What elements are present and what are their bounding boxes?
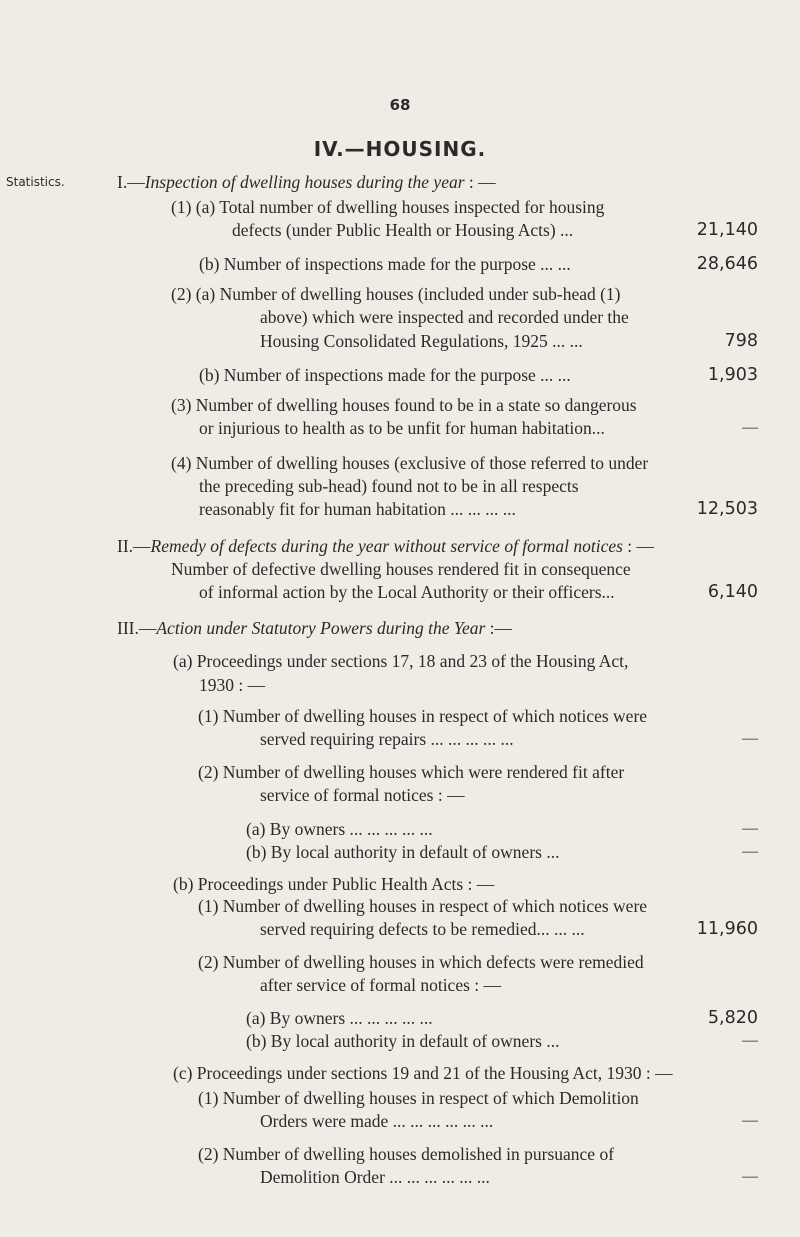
section-2-value: 6,140 <box>707 582 758 602</box>
item-1b-line: (b) Number of inspections made for the purpose ... ... <box>199 254 571 274</box>
item-3-value: — <box>742 419 758 436</box>
item-a2a-value: — <box>742 820 758 837</box>
item-c1-value: — <box>742 1112 758 1129</box>
item-4-value: 12,503 <box>696 499 758 519</box>
item-c1-line-2: Orders were made ... ... ... ... ... ... <box>260 1111 494 1131</box>
item-4-line-1: (4) Number of dwelling houses (exclusive of those referred to under <box>171 453 649 473</box>
item-c1-line-1: (1) Number of dwelling houses in respect of which Demolition <box>198 1088 639 1108</box>
item-b-line-1: (b) Proceedings under Public Health Acts : — <box>173 874 495 894</box>
item-2a-line-2: above) which were inspected and recorded under the <box>260 307 629 327</box>
section-2-heading <box>117 535 654 557</box>
section-3-number: III.— <box>117 618 157 638</box>
item-a-line-2: 1930 : — <box>199 675 266 695</box>
section-3-heading <box>117 617 512 639</box>
item-a2-line-2: service of formal notices : — <box>260 785 465 805</box>
page-number: 68 <box>389 96 411 114</box>
item-a2b-value: — <box>742 843 758 860</box>
item-2b-value: 1,903 <box>707 365 758 385</box>
item-4-line-3: reasonably fit for human habitation ... ... ... ... <box>199 499 516 519</box>
item-c2-line-1: (2) Number of dwelling houses demolished in pursuance of <box>198 1144 615 1164</box>
item-b1-line-1: (1) Number of dwelling houses in respect of which notices were <box>198 896 648 916</box>
item-a-line-1: (a) Proceedings under sections 17, 18 and 23 of the Housing Act, <box>173 651 629 671</box>
section-3-tail: :— <box>485 618 513 638</box>
section-1-number: I.— <box>117 172 145 192</box>
section-2-tail: : — <box>622 536 655 556</box>
item-a1-line-1: (1) Number of dwelling houses in respect of which notices were <box>198 706 648 726</box>
item-a1-line-2: served requiring repairs ... ... ... ... ... <box>260 729 514 749</box>
item-a2b-line: (b) By local authority in default of owners ... <box>246 842 560 862</box>
section-2-number: II.— <box>117 536 151 556</box>
item-b2a-value: 5,820 <box>707 1008 758 1028</box>
item-a1-value: — <box>742 730 758 747</box>
item-a2a-line: (a) By owners ... ... ... ... ... <box>246 819 433 839</box>
item-2a-line-1: (2) (a) Number of dwelling houses (included under sub-head (1) <box>171 284 621 304</box>
item-b2-line-2: after service of formal notices : — <box>260 975 502 995</box>
item-c-line-1: (c) Proceedings under sections 19 and 21 of the Housing Act, 1930 : — <box>173 1063 673 1083</box>
item-3-line-1: (3) Number of dwelling houses found to be in a state so dangerous <box>171 395 637 415</box>
item-b2b-line: (b) By local authority in default of owners ... <box>246 1031 560 1051</box>
section-3-title: Action under Statutory Powers during the Year <box>156 618 486 638</box>
item-2b-line: (b) Number of inspections made for the purpose ... ... <box>199 365 571 385</box>
item-1b-value: 28,646 <box>696 254 758 274</box>
item-b2-line-1: (2) Number of dwelling houses in which defects were remedied <box>198 952 644 972</box>
item-b2a-line: (a) By owners ... ... ... ... ... <box>246 1008 433 1028</box>
section-2-title: Remedy of defects during the year without service of formal notices <box>150 536 623 556</box>
item-c2-value: — <box>742 1168 758 1185</box>
item-b2b-value: — <box>742 1032 758 1049</box>
item-4-line-2: the preceding sub-head) found not to be in all respects <box>199 476 579 496</box>
item-b1-line-2: served requiring defects to be remedied... ... ... <box>260 919 585 939</box>
item-3-line-2: or injurious to health as to be unfit for human habitation... <box>199 418 605 438</box>
item-1a-line-2: defects (under Public Health or Housing Acts) ... <box>232 220 574 240</box>
item-1a-value: 21,140 <box>696 220 758 240</box>
margin-note: Statistics. <box>6 175 65 189</box>
page-title: IV.—HOUSING. <box>313 137 487 161</box>
item-1a-line-1: (1) (a) Total number of dwelling houses inspected for housing <box>171 197 605 217</box>
section-2-line-2: of informal action by the Local Authority or their officers... <box>199 582 615 602</box>
section-1-title: Inspection of dwelling houses during the year <box>144 172 465 192</box>
section-1-tail: : — <box>464 172 496 192</box>
item-2a-value: 798 <box>724 331 758 351</box>
section-1-heading <box>117 171 496 193</box>
item-b1-value: 11,960 <box>696 919 758 939</box>
item-2a-line-3: Housing Consolidated Regulations, 1925 ... ... <box>260 331 583 351</box>
item-a2-line-1: (2) Number of dwelling houses which were rendered fit after <box>198 762 625 782</box>
item-c2-line-2: Demolition Order ... ... ... ... ... ... <box>260 1167 490 1187</box>
section-2-line-1: Number of defective dwelling houses rendered fit in consequence <box>171 559 631 579</box>
